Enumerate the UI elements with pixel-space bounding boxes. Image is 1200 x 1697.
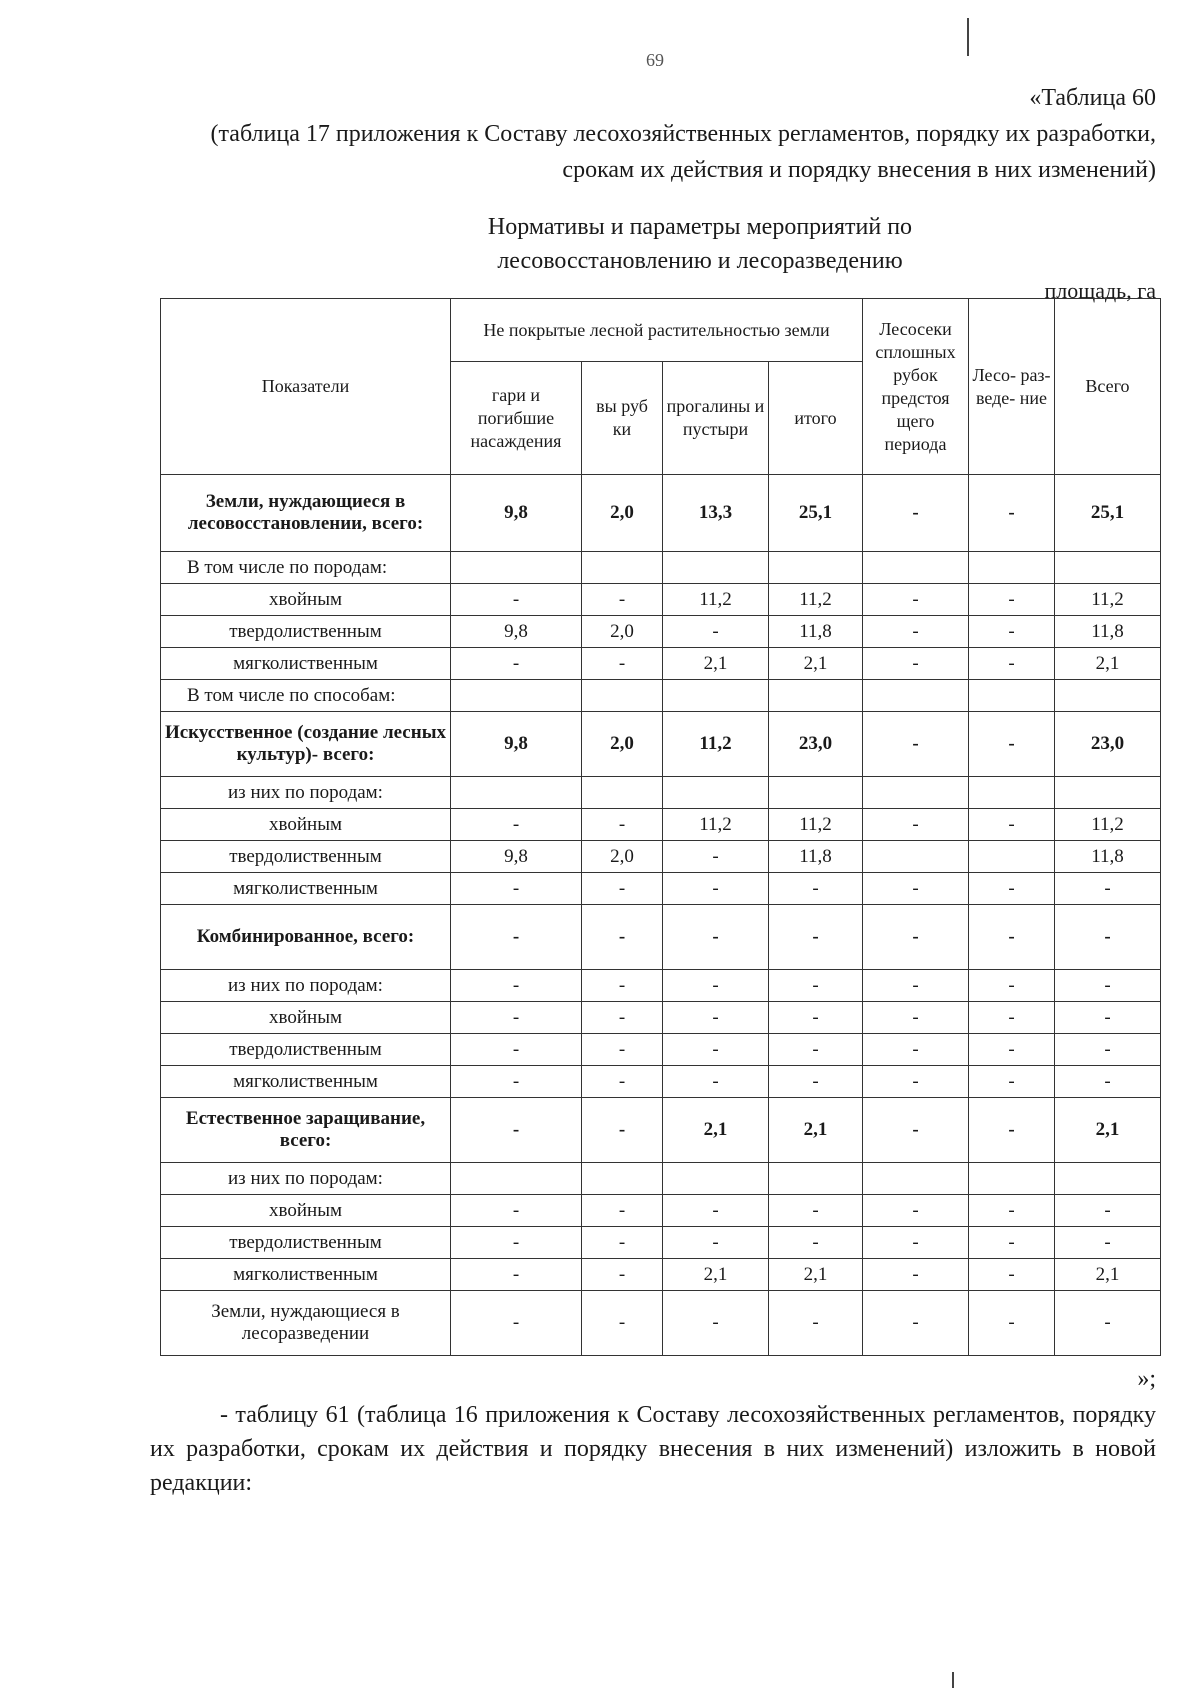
header-uncovered-lands: Не покрытые лесной растительностью земли — [451, 299, 863, 362]
table-cell: 2,1 — [663, 648, 769, 680]
table-cell: - — [969, 1034, 1055, 1066]
table-cell: - — [451, 1195, 582, 1227]
table-cell — [451, 680, 582, 712]
table-cell — [863, 680, 969, 712]
row-label: из них по породам: — [161, 777, 451, 809]
row-label: Естественное заращивание, всего: — [161, 1098, 451, 1163]
table-body — [161, 475, 1161, 1356]
table-row — [161, 1163, 1161, 1195]
table-cell: - — [769, 1195, 863, 1227]
table-cell: - — [863, 1195, 969, 1227]
table-cell: - — [769, 1034, 863, 1066]
table-cell: 23,0 — [1055, 712, 1161, 777]
row-label: В том числе по породам: — [161, 552, 451, 584]
table-title-line-2: лесовосстановлению и лесоразведению — [497, 248, 903, 274]
table-cell — [769, 1163, 863, 1195]
table-cell — [582, 1163, 663, 1195]
table-row — [161, 905, 1161, 970]
table-cell: - — [863, 1098, 969, 1163]
table-cell: - — [863, 1259, 969, 1291]
table-cell — [663, 680, 769, 712]
closing-quote: »; — [1137, 1366, 1156, 1392]
table-cell — [863, 777, 969, 809]
page-number: 69 — [646, 50, 664, 70]
table-cell: - — [451, 905, 582, 970]
table-title — [300, 210, 1100, 278]
table-cell: - — [969, 1291, 1055, 1356]
table-cell: - — [863, 1227, 969, 1259]
table-cell: - — [969, 1066, 1055, 1098]
table-cell: 9,8 — [451, 475, 582, 552]
table-cell: - — [969, 905, 1055, 970]
row-label: твердолиственным — [161, 1227, 451, 1259]
table-cell: - — [582, 648, 663, 680]
table-cell: 2,1 — [1055, 648, 1161, 680]
table-cell: - — [863, 905, 969, 970]
table-cell — [769, 552, 863, 584]
table-cell: - — [663, 1195, 769, 1227]
row-label: хвойным — [161, 1002, 451, 1034]
table-cell: 2,0 — [582, 616, 663, 648]
table-cell: - — [663, 873, 769, 905]
table-cell: 23,0 — [769, 712, 863, 777]
table-cell: 2,1 — [663, 1098, 769, 1163]
row-label: Земли, нуждающиеся в лесовосстановлении, всего: — [161, 475, 451, 552]
table-cell: - — [663, 970, 769, 1002]
table-cell: - — [582, 1195, 663, 1227]
table-cell: - — [451, 1259, 582, 1291]
table-cell: - — [863, 970, 969, 1002]
table-cell: 11,2 — [663, 809, 769, 841]
table-cell: 2,0 — [582, 712, 663, 777]
table-cell: 11,8 — [1055, 841, 1161, 873]
table-cell: - — [863, 1002, 969, 1034]
table-cell: 11,2 — [663, 712, 769, 777]
header-burns: гари и погибшие насаждения — [451, 362, 582, 475]
table-cell: 2,1 — [769, 648, 863, 680]
table-cell — [863, 1163, 969, 1195]
table-cell: 2,0 — [582, 841, 663, 873]
header-clearcuts: вы руб ки — [582, 362, 663, 475]
table-row — [161, 809, 1161, 841]
table-cell — [582, 552, 663, 584]
table-cell: - — [663, 1227, 769, 1259]
table-row — [161, 1002, 1161, 1034]
row-label: Искусственное (создание лесных культур)- всего: — [161, 712, 451, 777]
body-paragraph — [150, 1398, 1156, 1500]
table-cell: - — [863, 648, 969, 680]
table-cell: - — [582, 1098, 663, 1163]
table-cell: - — [582, 1227, 663, 1259]
table-cell — [663, 1163, 769, 1195]
table-cell: - — [663, 1034, 769, 1066]
table-cell: - — [582, 873, 663, 905]
table-cell: - — [451, 648, 582, 680]
table-row — [161, 712, 1161, 777]
table-cell: - — [969, 1227, 1055, 1259]
table-cell: - — [863, 616, 969, 648]
table-cell: - — [451, 970, 582, 1002]
table-cell: - — [582, 1002, 663, 1034]
table-cell: - — [863, 1066, 969, 1098]
table-cell: - — [582, 1291, 663, 1356]
header-afforestation: Лесо- раз-веде- ние — [969, 299, 1055, 475]
row-label: В том числе по способам: — [161, 680, 451, 712]
row-label: твердолиственным — [161, 616, 451, 648]
table-cell: - — [769, 1291, 863, 1356]
table-cell: - — [1055, 1227, 1161, 1259]
table-row — [161, 475, 1161, 552]
table-cell — [969, 841, 1055, 873]
table-cell: 9,8 — [451, 841, 582, 873]
table-row — [161, 552, 1161, 584]
table-cell: 25,1 — [769, 475, 863, 552]
row-label: твердолиственным — [161, 1034, 451, 1066]
table-cell — [969, 552, 1055, 584]
row-label: хвойным — [161, 584, 451, 616]
table-cell: - — [969, 970, 1055, 1002]
header-indicator: Показатели — [161, 299, 451, 475]
table-cell: - — [769, 1227, 863, 1259]
table-cell: 2,1 — [663, 1259, 769, 1291]
table-cell: - — [663, 616, 769, 648]
table-cell — [451, 552, 582, 584]
table-cell: - — [582, 809, 663, 841]
table-cell: - — [863, 584, 969, 616]
table-cell: 11,2 — [663, 584, 769, 616]
table-cell — [451, 777, 582, 809]
table-cell: - — [863, 809, 969, 841]
table-cell: 11,2 — [1055, 809, 1161, 841]
table-cell — [969, 680, 1055, 712]
table-cell: - — [769, 1066, 863, 1098]
table-cell — [663, 777, 769, 809]
table-row — [161, 1291, 1161, 1356]
table-cell — [969, 777, 1055, 809]
table-reference — [156, 80, 1156, 188]
table-cell: 2,1 — [769, 1098, 863, 1163]
table-cell: - — [582, 970, 663, 1002]
table-cell: - — [451, 584, 582, 616]
row-label: Земли, нуждающиеся в лесоразведении — [161, 1291, 451, 1356]
table-cell: - — [1055, 970, 1161, 1002]
table-row — [161, 873, 1161, 905]
row-label: мягколиственным — [161, 873, 451, 905]
table-cell — [1055, 680, 1161, 712]
table-title-line-1: Нормативы и параметры мероприятий по — [487, 214, 913, 240]
table-cell — [969, 1163, 1055, 1195]
table-cell: - — [663, 841, 769, 873]
row-label: мягколиственным — [161, 1259, 451, 1291]
table-cell: - — [582, 905, 663, 970]
table-cell: - — [969, 584, 1055, 616]
table-cell — [769, 777, 863, 809]
row-label: мягколиственным — [161, 1066, 451, 1098]
table-cell: 11,2 — [769, 809, 863, 841]
row-label: из них по породам: — [161, 970, 451, 1002]
table-cell: - — [451, 1227, 582, 1259]
table-cell: 13,3 — [663, 475, 769, 552]
table-cell: - — [663, 905, 769, 970]
table-cell: - — [451, 1098, 582, 1163]
table-cell: 11,2 — [769, 584, 863, 616]
table-row — [161, 584, 1161, 616]
header-glades: прогалины и пустыри — [663, 362, 769, 475]
table-cell: - — [969, 1002, 1055, 1034]
table-number: «Таблица 60 — [1029, 85, 1156, 111]
table-cell: 25,1 — [1055, 475, 1161, 552]
table-cell: - — [863, 1291, 969, 1356]
table-cell: 9,8 — [451, 616, 582, 648]
table-cell — [663, 552, 769, 584]
table-cell: - — [582, 1259, 663, 1291]
table-cell: - — [663, 1291, 769, 1356]
table-cell: 11,2 — [1055, 584, 1161, 616]
table-cell — [582, 680, 663, 712]
row-label: Комбинированное, всего: — [161, 905, 451, 970]
table-cell — [582, 777, 663, 809]
table-cell: 2,0 — [582, 475, 663, 552]
table-cell: 11,8 — [769, 616, 863, 648]
row-label: хвойным — [161, 809, 451, 841]
table-row — [161, 1066, 1161, 1098]
table-cell: - — [582, 1066, 663, 1098]
table-row — [161, 1034, 1161, 1066]
row-label: хвойным — [161, 1195, 451, 1227]
table-cell — [1055, 777, 1161, 809]
table-row — [161, 777, 1161, 809]
table-row — [161, 1195, 1161, 1227]
table-cell: - — [769, 970, 863, 1002]
table-cell: - — [451, 1002, 582, 1034]
table-cell: - — [451, 809, 582, 841]
table-row — [161, 1259, 1161, 1291]
table-row — [161, 1098, 1161, 1163]
table-cell: - — [582, 584, 663, 616]
table-cell: - — [451, 1034, 582, 1066]
table-cell: - — [863, 475, 969, 552]
table-row — [161, 970, 1161, 1002]
body-paragraph-text: - таблицу 61 (таблица 16 приложения к Составу лесохозяйственных регламентов, порядку их разработки, срокам их действия и порядку внесения в них изменений) изложить в новой редакции: — [150, 1402, 1156, 1496]
table-cell: - — [1055, 1291, 1161, 1356]
table-row — [161, 841, 1161, 873]
scan-mark-bottom — [952, 1672, 954, 1688]
table-cell: - — [1055, 1066, 1161, 1098]
table-cell: - — [969, 712, 1055, 777]
row-label: из них по породам: — [161, 1163, 451, 1195]
header-subtotal: итого — [769, 362, 863, 475]
header-cutting-areas: Лесосеки сплошных рубок предстоя щего периода — [863, 299, 969, 475]
table-row — [161, 616, 1161, 648]
table-cell — [1055, 552, 1161, 584]
table-cell — [451, 1163, 582, 1195]
table-row — [161, 680, 1161, 712]
table-cell: - — [969, 1259, 1055, 1291]
table-row — [161, 648, 1161, 680]
table-cell: - — [969, 616, 1055, 648]
table-cell: - — [663, 1002, 769, 1034]
header-total: Всего — [1055, 299, 1161, 475]
table-cell: - — [969, 475, 1055, 552]
table-cell: - — [451, 873, 582, 905]
table-cell: - — [769, 1002, 863, 1034]
table-row — [161, 1227, 1161, 1259]
table-cell: - — [582, 1034, 663, 1066]
table-source-note: (таблица 17 приложения к Составу лесохозяйственных регламентов, порядку их разработки, срокам их действия и порядку внесения в них изменений) — [210, 121, 1156, 183]
table-cell: 11,8 — [769, 841, 863, 873]
table-cell: - — [769, 873, 863, 905]
table-cell: - — [769, 905, 863, 970]
table-cell: - — [451, 1291, 582, 1356]
table-cell: - — [863, 873, 969, 905]
table-cell: - — [863, 1034, 969, 1066]
table-cell: 2,1 — [1055, 1098, 1161, 1163]
table-cell: - — [1055, 1195, 1161, 1227]
table-cell: - — [451, 1066, 582, 1098]
row-label: мягколиственным — [161, 648, 451, 680]
table-cell — [769, 680, 863, 712]
table-cell: - — [969, 1195, 1055, 1227]
table-cell: - — [1055, 1002, 1161, 1034]
table-cell: 11,8 — [1055, 616, 1161, 648]
table-cell — [863, 552, 969, 584]
table-cell: - — [969, 809, 1055, 841]
forest-restoration-table — [160, 298, 1161, 1356]
table-cell: - — [663, 1066, 769, 1098]
row-label: твердолиственным — [161, 841, 451, 873]
table-cell: - — [863, 712, 969, 777]
table-cell: - — [969, 648, 1055, 680]
table-cell: 2,1 — [769, 1259, 863, 1291]
table-cell — [863, 841, 969, 873]
table-cell: - — [969, 1098, 1055, 1163]
table-cell: - — [969, 873, 1055, 905]
unit-label: площадь, га — [1044, 278, 1156, 303]
table-cell: 9,8 — [451, 712, 582, 777]
table-cell — [1055, 1163, 1161, 1195]
table-cell: - — [1055, 873, 1161, 905]
table-cell: - — [1055, 905, 1161, 970]
table-cell: - — [1055, 1034, 1161, 1066]
table-cell: 2,1 — [1055, 1259, 1161, 1291]
